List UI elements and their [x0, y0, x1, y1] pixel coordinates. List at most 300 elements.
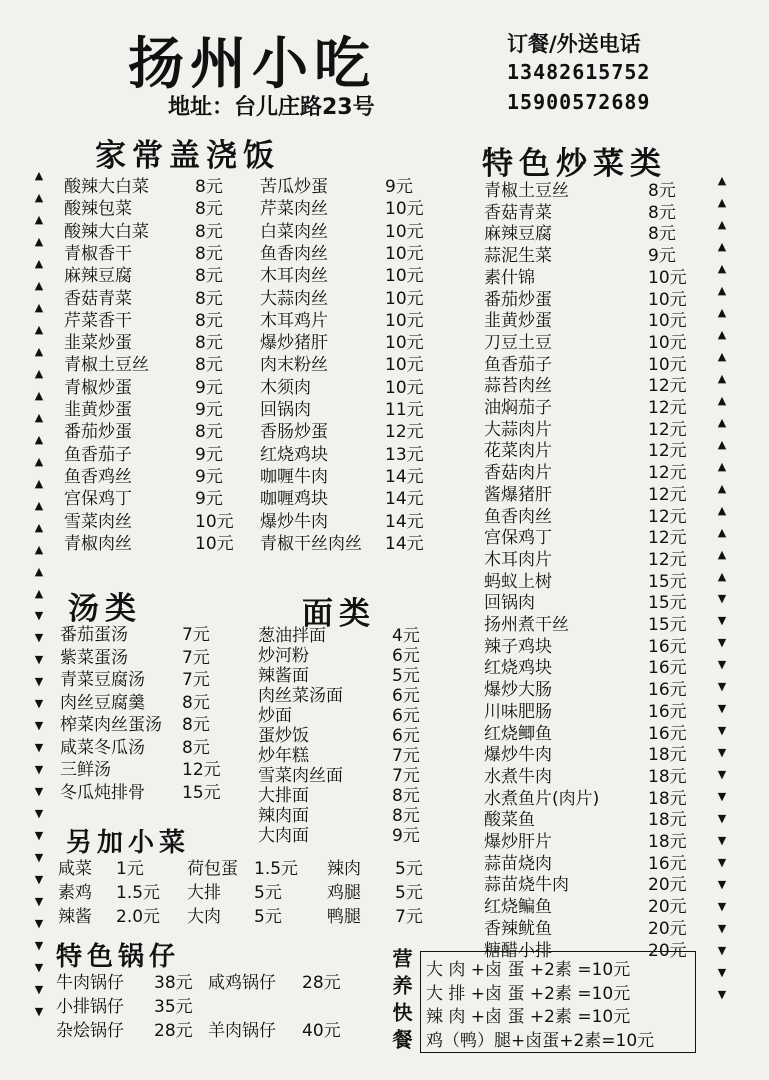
pot-item-price: 35元: [154, 997, 193, 1017]
menu-item-price: 12元: [648, 549, 687, 570]
menu-item-name: 鱼香鸡丝: [64, 466, 132, 487]
menu-item-price: 7元: [392, 746, 420, 766]
triangle-down-icon: ▼: [34, 785, 44, 798]
menu-item-name: 木耳肉片: [484, 549, 552, 570]
triangle-down-icon: ▼: [717, 658, 727, 671]
triangle-down-icon: ▼: [717, 944, 727, 957]
menu-item-price: 15元: [648, 593, 687, 614]
restaurant-title: 扬州小吃: [128, 32, 376, 97]
menu-item-price: 20元: [648, 875, 687, 896]
menu-item-price: 10元: [385, 243, 424, 264]
triangle-down-icon: ▼: [34, 763, 44, 776]
triangle-up-icon: ▲: [717, 416, 727, 429]
triangle-up-icon: ▲: [34, 367, 44, 380]
menu-item-price: 11元: [385, 400, 424, 420]
menu-item-name: 肉末粉丝: [260, 355, 328, 376]
triangle-down-icon: ▼: [34, 961, 44, 974]
phone-number-1[interactable]: 13482615752: [507, 60, 651, 84]
menu-item-price: 8元: [195, 310, 223, 331]
combo-item: 鸡（鸭）腿+卤蛋+2素=10元: [426, 1030, 655, 1051]
extra-item-price: 5元: [254, 883, 282, 903]
menu-item-name: 鱼香茄子: [484, 354, 552, 375]
triangle-down-icon: ▼: [34, 653, 44, 666]
menu-item-price: 10元: [648, 289, 687, 310]
menu-item-name: 大排面: [258, 786, 309, 806]
menu-item-price: 6元: [392, 646, 420, 666]
menu-item-name: 鱼香茄子: [64, 444, 132, 465]
menu-item-price: 8元: [182, 715, 210, 735]
menu-item-price: 9元: [392, 826, 420, 846]
menu-item-name: 葱油拌面: [258, 626, 326, 646]
menu-item-name: 水煮牛肉: [484, 766, 552, 787]
pot-item-name: 杂烩锅仔: [56, 1021, 124, 1041]
menu-item-name: 宫保鸡丁: [64, 489, 132, 510]
triangle-up-icon: ▲: [34, 191, 44, 204]
menu-item-price: 8元: [195, 177, 223, 197]
triangle-up-icon: ▲: [34, 301, 44, 314]
triangle-down-icon: ▼: [717, 856, 727, 869]
menu-item-name: 咖喱牛肉: [260, 466, 328, 487]
menu-item-name: 回锅肉: [260, 400, 311, 420]
menu-item-name: 蒜苔肉丝: [484, 376, 552, 397]
menu-item-price: 9元: [195, 444, 223, 465]
menu-item-name: 三鲜汤: [60, 760, 111, 780]
menu-item-price: 6元: [392, 726, 420, 746]
extra-item-price: 2.0元: [116, 907, 161, 927]
triangle-up-icon: ▲: [717, 460, 727, 473]
triangle-up-icon: ▲: [34, 345, 44, 358]
triangle-up-icon: ▲: [717, 328, 727, 341]
menu-item-name: 番茄炒蛋: [484, 289, 552, 310]
triangle-down-icon: ▼: [717, 922, 727, 935]
menu-item-price: 10元: [648, 332, 687, 353]
menu-item-price: 8元: [182, 692, 210, 713]
triangle-down-icon: ▼: [34, 807, 44, 820]
menu-item-price: 16元: [648, 701, 687, 722]
triangle-up-icon: ▲: [717, 262, 727, 275]
menu-item-price: 15元: [648, 615, 687, 635]
menu-item-price: 10元: [648, 354, 687, 375]
menu-item-name: 韭黄炒蛋: [484, 311, 552, 332]
menu-item-name: 爆炒牛肉: [260, 511, 328, 532]
menu-item-name: 大肉面: [258, 826, 309, 846]
menu-item-name: 爆炒牛肉: [484, 745, 552, 766]
menu-item-name: 炒面: [258, 706, 292, 726]
menu-item-price: 7元: [182, 670, 210, 690]
menu-item-price: 12元: [648, 398, 687, 418]
menu-item-price: 10元: [385, 199, 424, 220]
triangle-down-icon: ▼: [717, 636, 727, 649]
extra-item-name: 辣酱: [58, 907, 92, 927]
menu-item-name: 花菜肉片: [484, 441, 552, 462]
combo-item: 大 肉 +卤 蛋 +2素 =10元: [426, 960, 631, 980]
menu-item-price: 10元: [385, 355, 424, 376]
menu-item-name: 芹菜香干: [64, 310, 132, 331]
menu-item-name: 香辣鱿鱼: [484, 918, 552, 939]
menu-item-price: 9元: [195, 400, 223, 420]
triangle-up-icon: ▲: [717, 482, 727, 495]
triangle-down-icon: ▼: [34, 631, 44, 644]
menu-item-name: 青椒土豆丝: [64, 355, 149, 376]
menu-item-name: 榨菜肉丝蛋汤: [60, 715, 162, 735]
triangle-up-icon: ▲: [717, 438, 727, 451]
pot-item-name: 咸鸡锅仔: [208, 973, 276, 993]
triangle-down-icon: ▼: [717, 988, 727, 1001]
triangle-up-icon: ▲: [34, 257, 44, 270]
section-title-soup: 汤类: [68, 591, 142, 627]
triangle-up-icon: ▲: [717, 240, 727, 253]
combo-title: 营养快餐: [389, 948, 413, 1056]
menu-item-price: 15元: [182, 782, 221, 803]
pot-item-price: 38元: [154, 973, 193, 993]
menu-item-price: 12元: [648, 506, 687, 527]
menu-item-name: 蒜苗烧牛肉: [484, 875, 569, 896]
section-title-home-rice: 家常盖浇饭: [95, 138, 280, 174]
menu-item-price: 5元: [392, 666, 420, 686]
address: 地址：台儿庄路23号: [168, 95, 375, 120]
menu-item-name: 肉丝菜汤面: [258, 686, 343, 706]
menu-item-name: 韭菜炒蛋: [64, 333, 132, 354]
menu-item-price: 8元: [195, 199, 223, 220]
triangle-down-icon: ▼: [717, 900, 727, 913]
triangle-up-icon: ▲: [717, 394, 727, 407]
section-title-noodle: 面类: [302, 596, 376, 632]
phone-number-2[interactable]: 15900572689: [507, 90, 651, 114]
menu-item-name: 红烧鲫鱼: [484, 723, 552, 744]
menu-item-price: 4元: [392, 626, 420, 646]
menu-item-price: 14元: [385, 511, 424, 532]
extra-item-name: 鸡腿: [327, 883, 361, 903]
triangle-up-icon: ▲: [34, 323, 44, 336]
menu-item-name: 香菇肉片: [484, 463, 552, 484]
triangle-down-icon: ▼: [717, 966, 727, 979]
pot-item-price: 28元: [154, 1021, 193, 1041]
menu-item-price: 8元: [392, 786, 420, 806]
triangle-up-icon: ▲: [34, 169, 44, 182]
menu-item-name: 麻辣豆腐: [484, 224, 552, 245]
menu-item-name: 酸辣包菜: [64, 199, 132, 220]
menu-item-price: 8元: [195, 243, 223, 264]
menu-item-price: 10元: [385, 333, 424, 354]
triangle-up-icon: ▲: [34, 411, 44, 424]
menu-item-price: 8元: [195, 355, 223, 376]
menu-item-name: 木耳肉丝: [260, 266, 328, 287]
menu-item-name: 紫菜蛋汤: [60, 647, 128, 668]
extra-item-name: 素鸡: [58, 883, 92, 903]
menu-item-name: 咖喱鸡块: [260, 489, 328, 510]
menu-item-price: 7元: [392, 766, 420, 786]
menu-item-name: 川味肥肠: [484, 701, 552, 722]
menu-item-price: 12元: [648, 419, 687, 440]
triangle-down-icon: ▼: [34, 609, 44, 622]
triangle-up-icon: ▲: [717, 570, 727, 583]
menu-item-price: 18元: [648, 810, 687, 831]
menu-item-price: 14元: [385, 533, 424, 554]
menu-item-price: 10元: [385, 310, 424, 331]
menu-item-price: 10元: [385, 377, 424, 398]
menu-item-name: 番茄蛋汤: [60, 625, 128, 645]
menu-item-price: 16元: [648, 723, 687, 744]
triangle-down-icon: ▼: [717, 834, 727, 847]
menu-item-name: 木须肉: [260, 377, 311, 398]
menu-item-price: 8元: [648, 224, 676, 245]
triangle-up-icon: ▲: [34, 235, 44, 248]
menu-item-name: 辣酱面: [258, 666, 309, 686]
menu-item-price: 12元: [385, 422, 424, 443]
phone-label: 订餐/外送电话: [507, 32, 641, 56]
triangle-up-icon: ▲: [34, 499, 44, 512]
triangle-down-icon: ▼: [34, 851, 44, 864]
triangle-down-icon: ▼: [34, 917, 44, 930]
triangle-up-icon: ▲: [34, 521, 44, 534]
menu-item-name: 香肠炒蛋: [260, 422, 328, 443]
menu-item-name: 蒜苗烧肉: [484, 853, 552, 874]
menu-item-name: 糖醋小排: [484, 940, 552, 961]
triangle-up-icon: ▲: [34, 587, 44, 600]
menu-item-name: 雪菜肉丝面: [258, 766, 343, 786]
menu-item-price: 10元: [648, 267, 687, 288]
menu-item-name: 酸辣大白菜: [64, 221, 149, 242]
menu-item-price: 10元: [195, 533, 234, 554]
menu-item-price: 8元: [195, 288, 223, 309]
triangle-down-icon: ▼: [717, 746, 727, 759]
menu-item-name: 大蒜肉丝: [260, 288, 328, 309]
menu-item-name: 青椒肉丝: [64, 533, 132, 554]
pot-item-name: 羊肉锅仔: [208, 1021, 276, 1041]
triangle-down-icon: ▼: [34, 873, 44, 886]
menu-item-name: 苦瓜炒蛋: [260, 177, 328, 197]
extra-item-name: 咸菜: [58, 859, 92, 879]
menu-item-price: 16元: [648, 636, 687, 657]
menu-item-name: 木耳鸡片: [260, 310, 328, 331]
pot-item-price: 40元: [302, 1021, 341, 1041]
extra-item-name: 大肉: [187, 907, 221, 927]
triangle-down-icon: ▼: [717, 878, 727, 891]
menu-item-name: 麻辣豆腐: [64, 266, 132, 287]
triangle-down-icon: ▼: [717, 790, 727, 803]
menu-item-name: 鱼香肉丝: [484, 506, 552, 527]
menu-item-name: 芹菜肉丝: [260, 199, 328, 220]
menu-item-price: 18元: [648, 788, 687, 809]
menu-item-name: 香菇青菜: [484, 202, 552, 223]
menu-item-name: 红烧鸡块: [484, 658, 552, 679]
menu-item-price: 12元: [648, 441, 687, 462]
menu-item-price: 16元: [648, 658, 687, 679]
menu-item-name: 青椒炒蛋: [64, 377, 132, 398]
extra-item-price: 1.5元: [116, 883, 161, 903]
triangle-down-icon: ▼: [717, 614, 727, 627]
menu-item-name: 油焖茄子: [484, 398, 552, 418]
menu-item-name: 香菇青菜: [64, 288, 132, 309]
menu-item-price: 13元: [385, 444, 424, 465]
menu-item-price: 9元: [195, 466, 223, 487]
triangle-up-icon: ▲: [34, 543, 44, 556]
triangle-up-icon: ▲: [34, 389, 44, 402]
menu-item-price: 18元: [648, 766, 687, 787]
left-arrow-column: [32, 165, 46, 1023]
menu-item-price: 14元: [385, 466, 424, 487]
menu-item-name: 青椒香干: [64, 243, 132, 264]
extra-item-name: 荷包蛋: [187, 859, 238, 879]
menu-item-price: 15元: [648, 571, 687, 592]
menu-item-name: 辣子鸡块: [484, 636, 552, 657]
menu-item-price: 8元: [648, 202, 676, 223]
menu-item-price: 12元: [648, 484, 687, 505]
triangle-down-icon: ▼: [34, 1005, 44, 1018]
extra-item-name: 鸭腿: [327, 907, 361, 927]
triangle-up-icon: ▲: [717, 174, 727, 187]
extra-item-price: 7元: [395, 907, 423, 927]
menu-item-name: 炒河粉: [258, 646, 309, 666]
menu-item-name: 酸菜鱼: [484, 810, 535, 831]
menu-item-name: 蛋炒饭: [258, 726, 309, 746]
menu-item-name: 咸菜冬瓜汤: [60, 737, 145, 758]
triangle-up-icon: ▲: [717, 306, 727, 319]
triangle-up-icon: ▲: [717, 526, 727, 539]
triangle-up-icon: ▲: [717, 350, 727, 363]
triangle-down-icon: ▼: [717, 680, 727, 693]
triangle-up-icon: ▲: [717, 284, 727, 297]
combo-item: 大 排 +卤 蛋 +2素 =10元: [426, 983, 631, 1004]
triangle-down-icon: ▼: [34, 983, 44, 996]
section-title-pot: 特色锅仔: [56, 942, 181, 972]
menu-item-price: 7元: [182, 647, 210, 668]
right-arrow-column: [715, 170, 729, 1006]
menu-item-name: 青椒干丝肉丝: [260, 533, 362, 554]
menu-item-name: 刀豆土豆: [484, 332, 552, 353]
menu-item-name: 蒜泥生菜: [484, 246, 552, 267]
triangle-up-icon: ▲: [34, 477, 44, 490]
menu-item-name: 番茄炒蛋: [64, 422, 132, 443]
menu-item-name: 蚂蚁上树: [484, 571, 552, 592]
extra-item-name: 大排: [187, 883, 221, 903]
menu-item-price: 7元: [182, 625, 210, 645]
extra-item-price: 1元: [116, 859, 144, 879]
menu-item-name: 红烧鸡块: [260, 444, 328, 465]
triangle-up-icon: ▲: [717, 504, 727, 517]
pot-item-name: 小排锅仔: [56, 997, 124, 1017]
menu-item-name: 冬瓜炖排骨: [60, 782, 145, 803]
menu-item-price: 12元: [648, 528, 687, 549]
extra-item-price: 1.5元: [254, 859, 299, 879]
triangle-up-icon: ▲: [717, 372, 727, 385]
menu-item-price: 9元: [648, 246, 676, 267]
triangle-down-icon: ▼: [34, 741, 44, 754]
triangle-down-icon: ▼: [34, 829, 44, 842]
menu-item-price: 18元: [648, 745, 687, 766]
triangle-down-icon: ▼: [717, 812, 727, 825]
triangle-down-icon: ▼: [717, 702, 727, 715]
menu-item-price: 18元: [648, 832, 687, 852]
menu-item-price: 10元: [385, 221, 424, 242]
triangle-up-icon: ▲: [34, 455, 44, 468]
menu-item-price: 20元: [648, 940, 687, 961]
menu-item-price: 8元: [195, 333, 223, 354]
menu-item-price: 20元: [648, 918, 687, 939]
extra-item-price: 5元: [254, 907, 282, 927]
menu-item-price: 8元: [182, 737, 210, 758]
triangle-down-icon: ▼: [717, 592, 727, 605]
menu-item-name: 酸辣大白菜: [64, 177, 149, 197]
menu-item-name: 水煮鱼片(肉片): [484, 788, 600, 809]
menu-item-price: 16元: [648, 680, 687, 701]
menu-item-price: 9元: [385, 177, 413, 197]
menu-item-price: 6元: [392, 706, 420, 726]
triangle-down-icon: ▼: [34, 675, 44, 688]
extra-item-price: 5元: [395, 859, 423, 879]
triangle-down-icon: ▼: [717, 724, 727, 737]
combo-item: 辣 肉 +卤 蛋 +2素 =10元: [426, 1007, 631, 1027]
menu-item-name: 酱爆猪肝: [484, 484, 552, 505]
triangle-up-icon: ▲: [717, 196, 727, 209]
triangle-up-icon: ▲: [34, 279, 44, 292]
menu-item-name: 爆炒肝片: [484, 832, 552, 852]
menu-item-price: 10元: [385, 266, 424, 287]
menu-item-name: 肉丝豆腐羹: [60, 692, 145, 713]
triangle-down-icon: ▼: [34, 939, 44, 952]
triangle-up-icon: ▲: [34, 433, 44, 446]
menu-item-price: 10元: [385, 288, 424, 309]
pot-item-name: 牛肉锅仔: [56, 973, 124, 993]
menu-item-name: 白菜肉丝: [260, 221, 328, 242]
extra-item-price: 5元: [395, 883, 423, 903]
menu-item-price: 8元: [195, 221, 223, 242]
menu-item-price: 12元: [648, 376, 687, 397]
triangle-down-icon: ▼: [34, 697, 44, 710]
extra-item-name: 辣肉: [327, 859, 361, 879]
menu-item-price: 12元: [648, 463, 687, 484]
menu-item-price: 6元: [392, 686, 420, 706]
menu-item-name: 素什锦: [484, 267, 535, 288]
section-title-extra: 另加小菜: [66, 828, 191, 858]
menu-item-name: 扬州煮干丝: [484, 615, 569, 635]
pot-item-price: 28元: [302, 973, 341, 993]
menu-item-name: 宫保鸡丁: [484, 528, 552, 549]
menu-item-name: 青菜豆腐汤: [60, 670, 145, 690]
menu-item-price: 14元: [385, 489, 424, 510]
menu-item-price: 8元: [195, 422, 223, 443]
menu-item-name: 回锅肉: [484, 593, 535, 614]
triangle-up-icon: ▲: [34, 565, 44, 578]
triangle-down-icon: ▼: [717, 768, 727, 781]
triangle-up-icon: ▲: [717, 218, 727, 231]
triangle-down-icon: ▼: [34, 719, 44, 732]
menu-item-price: 8元: [195, 266, 223, 287]
menu-item-price: 9元: [195, 489, 223, 510]
menu-item-name: 辣肉面: [258, 806, 309, 826]
menu-item-name: 韭黄炒蛋: [64, 400, 132, 420]
menu-item-name: 爆炒猪肝: [260, 333, 328, 354]
triangle-up-icon: ▲: [34, 213, 44, 226]
menu-item-name: 青椒土豆丝: [484, 181, 569, 201]
section-title-specialty: 特色炒菜类: [482, 146, 667, 182]
menu-item-price: 20元: [648, 897, 687, 918]
menu-item-name: 爆炒大肠: [484, 680, 552, 701]
menu-item-price: 8元: [392, 806, 420, 826]
menu-item-price: 16元: [648, 853, 687, 874]
menu-item-price: 9元: [195, 377, 223, 398]
menu-item-name: 鱼香肉丝: [260, 243, 328, 264]
menu-item-price: 12元: [182, 760, 221, 780]
menu-item-name: 炒年糕: [258, 746, 309, 766]
triangle-down-icon: ▼: [34, 895, 44, 908]
menu-item-name: 大蒜肉片: [484, 419, 552, 440]
triangle-up-icon: ▲: [717, 548, 727, 561]
menu-item-price: 10元: [195, 511, 234, 532]
menu-item-name: 雪菜肉丝: [64, 511, 132, 532]
menu-item-price: 10元: [648, 311, 687, 332]
menu-item-price: 8元: [648, 181, 676, 201]
